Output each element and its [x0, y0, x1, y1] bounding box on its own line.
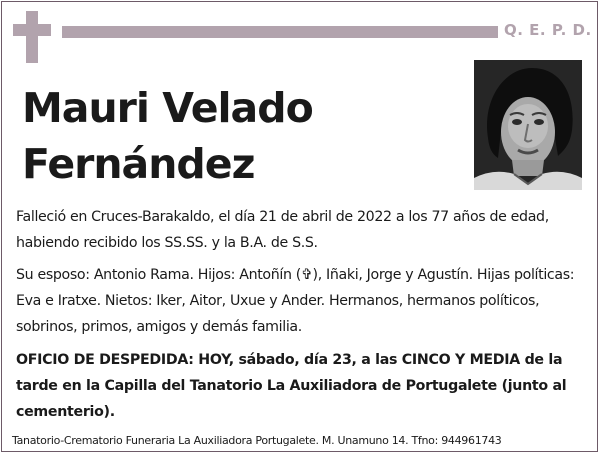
cross-icon-vertical — [26, 11, 38, 63]
deceased-name — [22, 80, 462, 192]
funeral-home-footer: Tanatorio-Crematorio Funeraria La Auxiliadora Portugalete. M. Unamuno 14. Tfno: 944961743 — [12, 434, 502, 447]
cross-icon-horizontal — [13, 24, 51, 36]
portrait-image — [474, 60, 582, 190]
family-text-after: ), Iñaki, Jorge y Agustín. Hijas políticas: Eva e Iratxe. Nietos: Iker, Aitor, Uxue y Ander. Hermanos, hermanos políticos, sobrinos, primos, amigos y demás familia. — [16, 267, 575, 335]
death-notice-paragraph: Falleció en Cruces-Barakaldo, el día 21 de abril de 2022 a los 77 años de edad, habiendo recibido los SS.SS. y la B.A. de S.S. — [16, 209, 549, 251]
funeral-service-paragraph: OFICIO DE DESPEDIDA: HOY, sábado, día 23, a las CINCO Y MEDIA de la tarde en la Capilla del Tanatorio La Auxiliadora de Portugalete (junto al cementerio). — [16, 352, 567, 420]
deceased-name-line2: Fernández — [22, 140, 255, 188]
deceased-name-line1: Mauri Velado — [22, 84, 313, 132]
obituary-card — [1, 1, 598, 452]
deceased-cross-icon: ✞ — [301, 267, 313, 283]
family-text-before: Su esposo: Antonio Rama. Hijos: Antoñín ( — [16, 267, 301, 283]
deceased-photo — [474, 60, 582, 190]
header-rule — [62, 26, 498, 38]
qepd-label: Q. E. P. D. — [504, 21, 592, 39]
family-paragraph — [16, 262, 588, 340]
